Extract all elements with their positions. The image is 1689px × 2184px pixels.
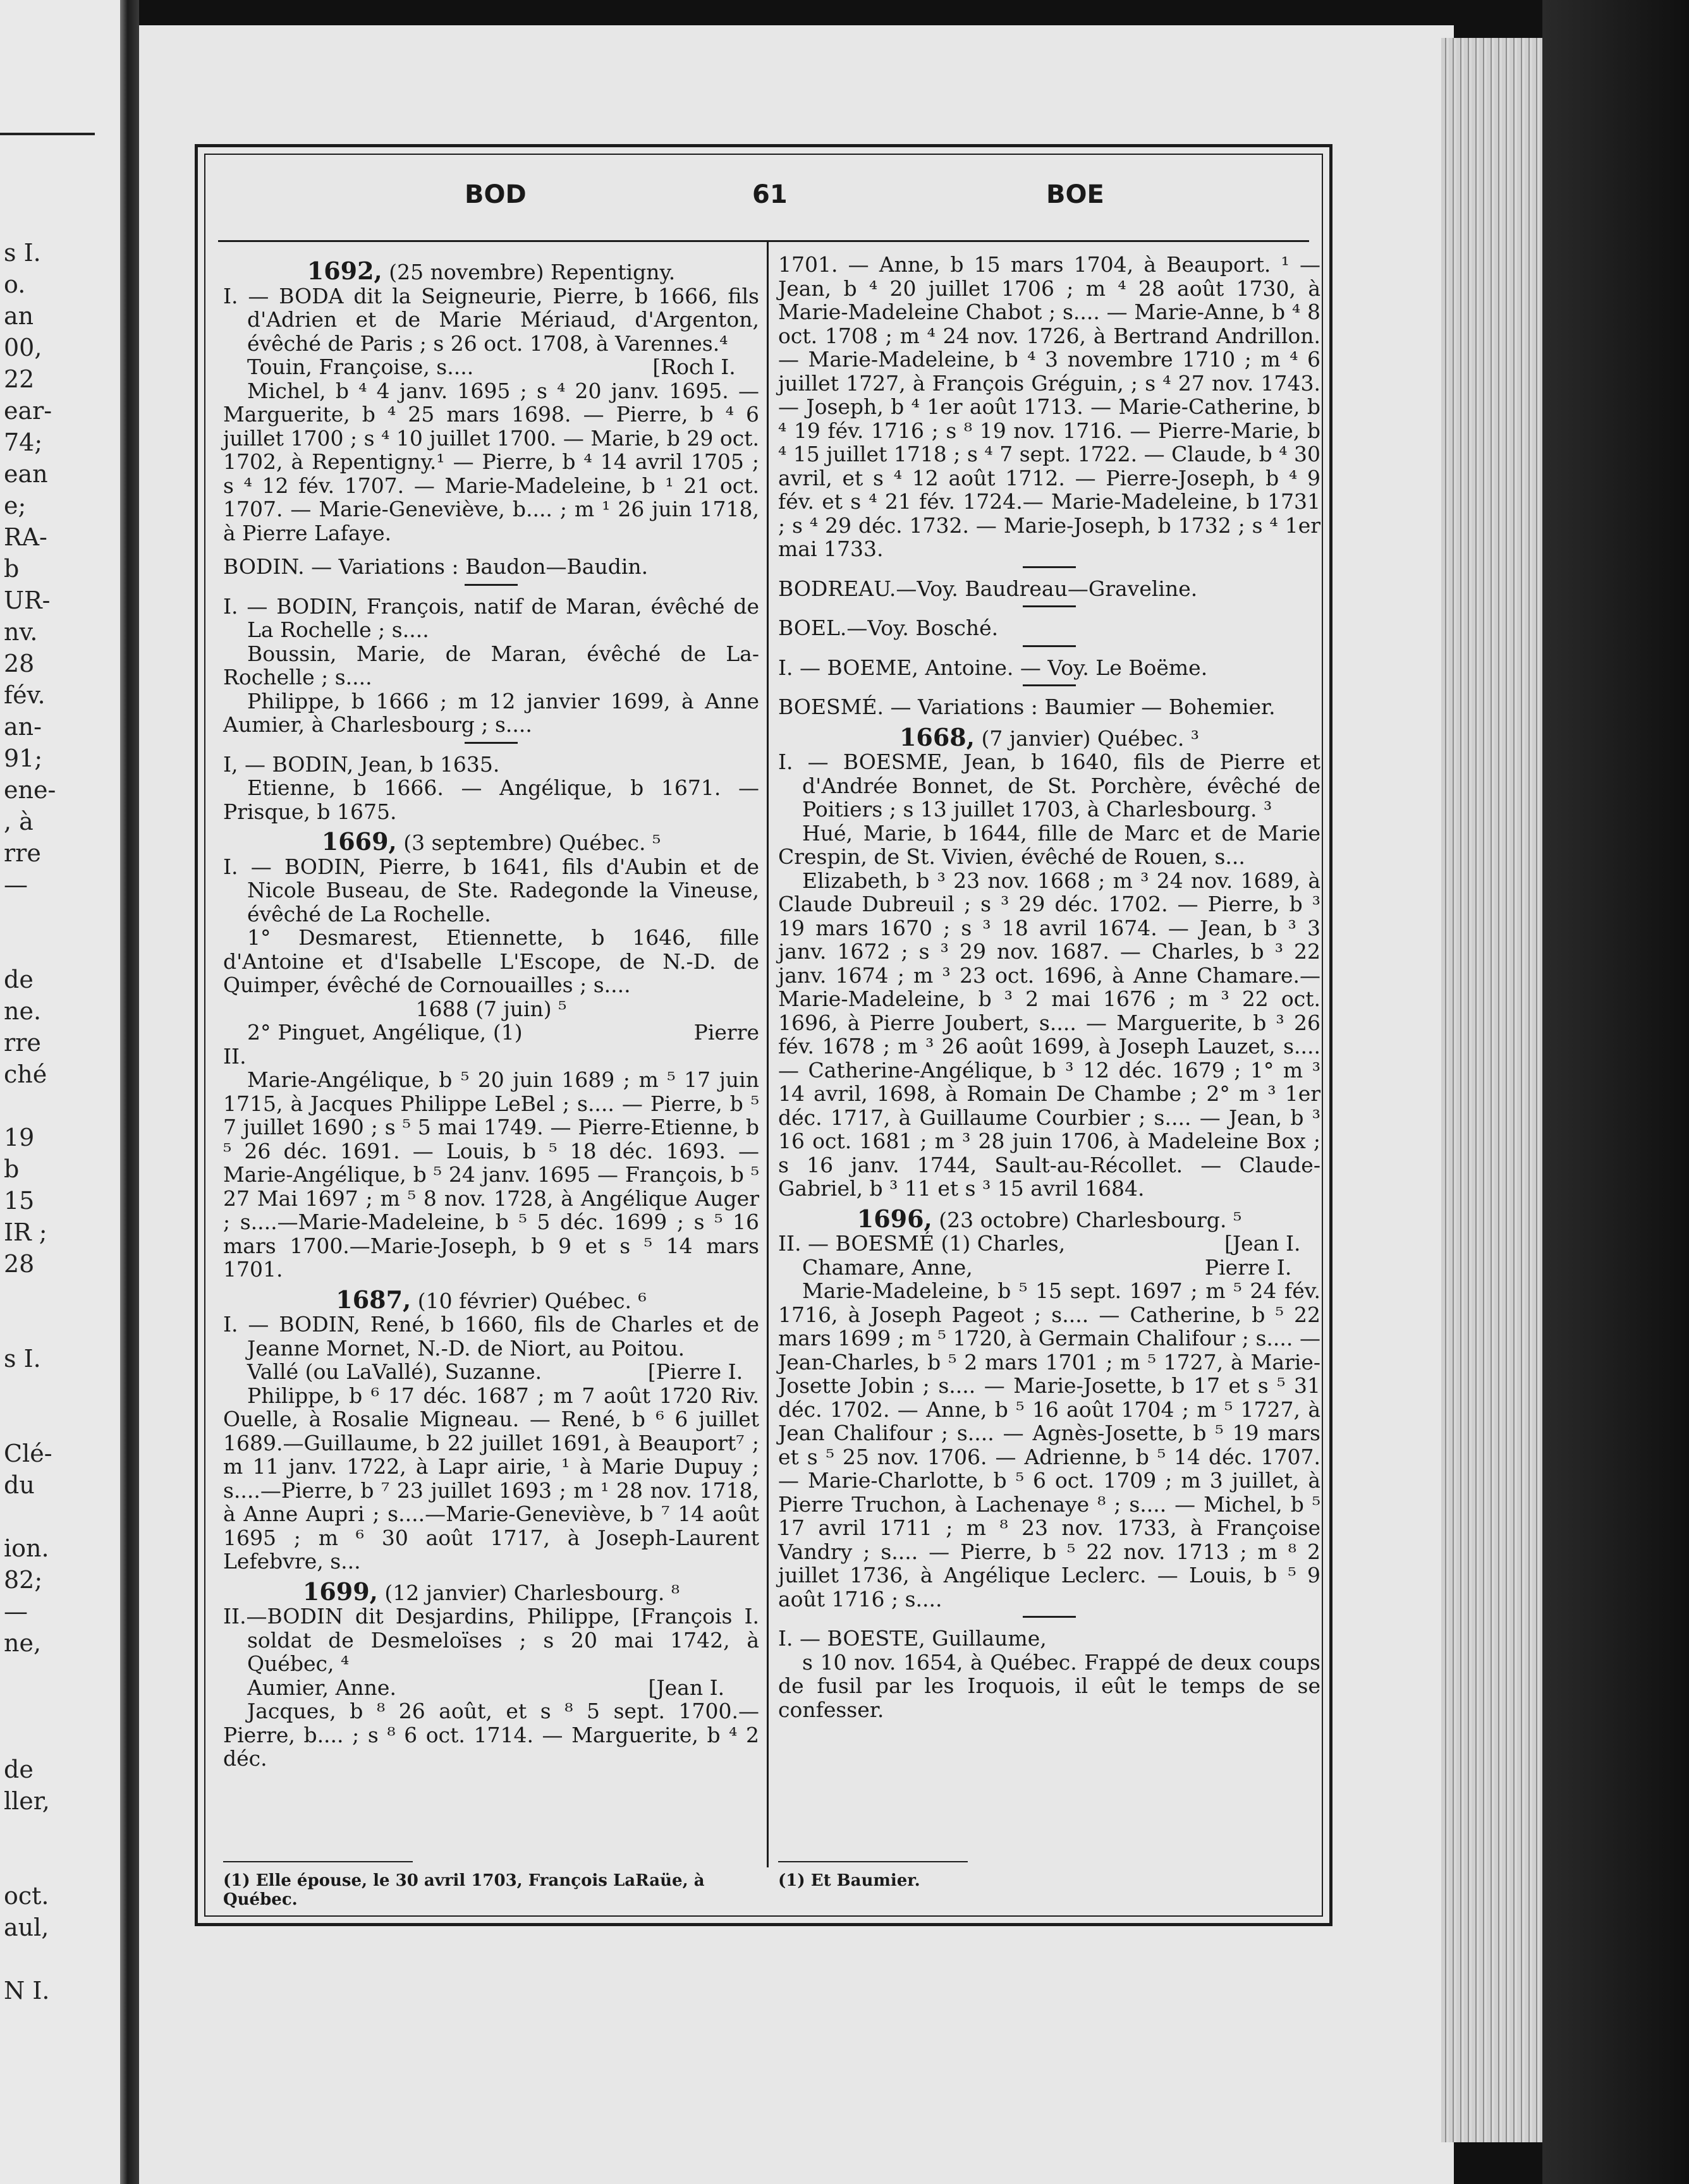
facing-page-text: du	[4, 1471, 35, 1499]
genealogy-entry-head: I. — BOESTE, Guillaume,	[778, 1626, 1047, 1651]
genealogy-entry-text: Michel, b ⁴ 4 janv. 1695 ; s ⁴ 20 janv. 1695. — Marguerite, b ⁴ 25 mars 1698. — Pierre, b ⁴ 6 juillet 1700 ; s ⁴ 10 juillet 1700. — Marie, b 29 oct. 1702, à Repentigny.¹ — Pierre, b ⁴ 14 avril 1705 ; s ⁴ 12 fév. 1707. — Marie-Madeleine, b ¹ 21 oct. 1707. — Marie-Geneviève, b.... ; m ¹ 26 juin 1718, à Pierre Lafaye.	[223, 378, 766, 545]
marriage-heading	[223, 1285, 759, 1314]
facing-page-fragment	[0, 0, 120, 2184]
column-divider	[767, 242, 769, 1867]
facing-page-text: b	[4, 555, 20, 583]
facing-page-text: 74;	[4, 428, 43, 456]
genealogy-entry-head: I. — BODIN, François, natif de Maran, évêché de La Rochelle ; s....	[223, 593, 766, 642]
right-column	[778, 252, 1327, 1722]
footnote-rule	[778, 1861, 968, 1862]
page-edges	[1441, 38, 1542, 2142]
marriage-year: 1687,	[336, 1285, 412, 1314]
marriage-place: (7 janvier) Québec. ³	[974, 725, 1200, 751]
facing-page-text: 82;	[4, 1566, 43, 1594]
genealogy-entry-head: II. — BOESMÉ (1) Charles, [Jean I.	[778, 1231, 1301, 1256]
entry-separator	[1023, 1616, 1076, 1618]
facing-page-text: 22	[4, 365, 35, 393]
facing-page-text: —	[4, 1598, 28, 1625]
entry-line: BOESMÉ. — Variations : Baumier — Bohemier.	[778, 695, 1276, 719]
entry-line: BODIN. — Variations : Baudon—Baudin.	[223, 554, 649, 579]
printed-page-frame	[195, 144, 1332, 1926]
facing-page-text: de	[4, 1756, 34, 1783]
genealogy-entry-text: Chamare, Anne, Pierre I.	[802, 1254, 1292, 1280]
facing-page-text: 28	[4, 1250, 35, 1278]
marriage-heading	[223, 827, 759, 856]
marriage-year: 1668,	[899, 722, 975, 751]
header-rule	[218, 240, 1309, 242]
inner-frame	[204, 154, 1327, 1917]
genealogy-entry-text: Vallé (ou LaVallé), Suzanne. [Pierre I.	[247, 1359, 743, 1384]
facing-page-text: 19	[4, 1124, 35, 1151]
entry-line: I. — BOEME, Antoine. — Voy. Le Boëme.	[778, 655, 1208, 680]
left-column	[223, 253, 766, 1771]
genealogy-entry-text: Touin, Françoise, s.... [Roch I.	[247, 355, 736, 379]
facing-page-text: N I.	[4, 1977, 50, 2005]
marriage-heading	[778, 722, 1320, 751]
facing-page-text: 00,	[4, 334, 42, 361]
facing-page-text: —	[4, 871, 28, 899]
footnote-right-text: (1) Et Baumier.	[778, 1871, 920, 1890]
spacer	[223, 545, 759, 555]
marriage-heading	[778, 1204, 1320, 1233]
entry-line: BOEL.—Voy. Bosché.	[778, 616, 999, 640]
entry-line: 1701. — Anne, b 15 mars 1704, à Beauport. ¹ — Jean, b ⁴ 20 juillet 1706 ; m ⁴ 28 août 1730, à Marie-Madeleine Chabot ; s.... — Marie-Anne, b ⁴ 8 oct. 1708 ; m ⁴ 24 nov. 1726, à Bertrand Andrillon.— Marie-Madeleine, b ⁴ 3 novembre 1710 ; m ⁴ 6 juillet 1727, à François Gréguin, ; s ⁴ 27 nov. 1743. — Joseph, b ⁴ 1er août 1713. — Marie-Catherine, b ⁴ 19 fév. 1716 ; s ⁸ 19 nov. 1716. — Pierre-Marie, b ⁴ 15 juillet 1718 ; s ⁴ 7 sept. 1722. — Claude, b ⁴ 30 avril, et s ⁴ 12 août 1712. — Pierre-Joseph, b ⁴ 9 fév. et s ⁴ 21 fév. 1724.— Marie-Madeleine, b 1731 ; s ⁴ 29 déc. 1732. — Marie-Joseph, b 1732 ; s ⁴ 1er mai 1733.	[778, 252, 1327, 561]
facing-page-text: ller,	[4, 1787, 50, 1815]
entry-separator	[465, 742, 518, 744]
facing-page-text: ne,	[4, 1629, 42, 1657]
footnote-right	[778, 1861, 1320, 1890]
footnote-rule	[223, 1861, 413, 1862]
entry-separator	[465, 584, 518, 586]
genealogy-entry-text: 2° Pinguet, Angélique, (1) Pierre II.	[223, 1020, 766, 1069]
facing-page-text: an	[4, 302, 34, 330]
facing-page-text: s I.	[4, 1345, 41, 1373]
genealogy-entry-text: Jacques, b ⁸ 26 août, et s ⁸ 5 sept. 1700.—Pierre, b.... ; s ⁸ 6 oct. 1714. — Marguerite, b ⁴ 2 déc.	[223, 1699, 766, 1771]
facing-page-text: fév.	[4, 681, 46, 709]
facing-page-text: UR-	[4, 586, 51, 614]
genealogy-entry-text: Philippe, b 1666 ; m 12 janvier 1699, à Anne Aumier, à Charlesbourg ; s....	[223, 688, 766, 737]
facing-page-text: 91;	[4, 744, 43, 772]
genealogy-entry-head: I. — BODIN, Pierre, b 1641, fils d'Aubin et de Nicole Buseau, de Ste. Radegonde la Vineuse, évêché de La Rochelle.	[223, 854, 766, 926]
date-line: 1688 (7 juin) ⁵	[415, 996, 567, 1021]
genealogy-entry-head: I. — BODIN, René, b 1660, fils de Charles et de Jeanne Mornet, N.-D. de Niort, au Poitou.	[223, 1312, 766, 1361]
facing-page-text: oct.	[4, 1882, 49, 1910]
genealogy-entry-text: Marie-Angélique, b ⁵ 20 juin 1689 ; m ⁵ 17 juin 1715, à Jacques Philippe LeBel ; s.... — Pierre, b ⁵ 7 juillet 1690 ; s ⁵ 5 mai 1749. — Pierre-Etienne, b ⁵ 26 déc. 1691. — Louis, b ⁵ 18 déc. 1693. — Marie-Angélique, b ⁵ 24 janv. 1695 — François, b ⁵ 27 Mai 1697 ; m ⁵ 8 nov. 1728, à Angélique Auger ; s....—Marie-Madeleine, b ⁵ 5 déc. 1699 ; s ⁵ 16 mars 1700.—Marie-Joseph, b 9 et s ⁵ 14 mars 1701.	[223, 1067, 766, 1282]
page-number: 61	[752, 180, 788, 209]
genealogy-entry-text: Marie-Madeleine, b ⁵ 15 sept. 1697 ; m ⁵ 24 fév. 1716, à Joseph Pageot ; s.... — Catherine, b ⁵ 22 mars 1699 ; m ⁵ 1720, à Germain Chalifour ; s.... — Jean-Charles, b ⁵ 2 mars 1701 ; m ⁵ 1727, à Marie-Josette Jobin ; s.... — Marie-Josette, b 17 et s ⁵ 31 déc. 1702. — Anne, b ⁵ 16 août 1704 ; m ⁵ 1727, à Jean Chalifour ; s.... — Agnès-Josette, b ⁵ 19 mars et s ⁵ 25 nov. 1706. — Adrienne, b ⁵ 14 déc. 1707. — Marie-Charlotte, b ⁵ 6 oct. 1709 ; m 3 juillet, à Pierre Truchon, à Lachenaye ⁸ ; s.... — Michel, b ⁵ 17 avril 1711 ; m ⁸ 23 nov. 1733, à Françoise Vandry ; s.... — Pierre, b ⁵ 22 nov. 1713 ; m ⁸ 2 juillet 1736, à Angélique Leclerc. — Louis, b ⁵ 9 août 1716 ; s....	[778, 1278, 1327, 1611]
facing-page-text: ear-	[4, 397, 52, 425]
genealogy-entry-text: Philippe, b ⁶ 17 déc. 1687 ; m 7 août 1720 Riv. Ouelle, à Rosalie Migneau. — René, b ⁶ 6 juillet 1689.—Guillaume, b 22 juillet 1691, à Beauport⁷ ; m 11 janv. 1722, à Lapr airie, ¹ à Marie Dupuy ; s....—Pierre, b ⁷ 23 juillet 1693 ; m ¹ 28 nov. 1718, à Anne Aupri ; s....—Marie-Geneviève, b ⁷ 14 août 1695 ; m ⁶ 30 août 1717, à Joseph-Laurent Lefebvre, s...	[223, 1383, 766, 1574]
facing-page-text: s I.	[4, 239, 41, 267]
facing-page-text: nv.	[4, 618, 38, 646]
running-head-right: BOE	[1046, 180, 1104, 209]
genealogy-entry-text: Boussin, Marie, de Maran, évêché de La-Rochelle ; s....	[223, 641, 759, 689]
entry-line: BODREAU.—Voy. Baudreau—Graveline.	[778, 576, 1198, 601]
facing-page-text: IR ;	[4, 1218, 47, 1246]
facing-page-text: o.	[4, 270, 26, 298]
facing-page-text: 28	[4, 650, 35, 677]
facing-page-text: 15	[4, 1187, 35, 1215]
genealogy-entry-text: s 10 nov. 1654, à Québec. Frappé de deux coups de fusil par les Iroquois, il eût le temps de se confesser.	[778, 1649, 1327, 1722]
marriage-place: (23 octobre) Charlesbourg. ⁵	[932, 1207, 1242, 1232]
book-gutter	[120, 0, 139, 2184]
genealogy-entry-text: Hué, Marie, b 1644, fille de Marc et de Marie Crespin, de St. Vivien, évêché de Rouen, s...	[778, 820, 1327, 869]
marriage-year: 1699,	[302, 1577, 378, 1606]
marriage-place: (10 février) Québec. ⁶	[411, 1288, 647, 1313]
genealogy-entry-text: Elizabeth, b ³ 23 nov. 1668 ; m ³ 24 nov. 1689, à Claude Dubreuil ; s ³ 29 déc. 1702. — Pierre, b ³ 19 mars 1670 ; s ³ 18 avril 1674. — Jean, b ³ 3 janv. 1672 ; s ³ 29 nov. 1687. — Charles, b ³ 22 janv. 1674 ; m ³ 23 oct. 1696, à Anne Chamare.— Marie-Madeleine, b ³ 2 mai 1676 ; m ³ 22 oct. 1696, à Pierre Joubert, s.... — Marguerite, b ³ 26 fév. 1678 ; m ³ 26 août 1699, à Joseph Lauzet, s.... — Catherine-Angélique, b ³ 12 déc. 1679 ; 1° m ³ 14 avril, 1698, à Romain De Chambe ; 2° m ³ 1er déc. 1717, à Guillaume Courbier ; s.... — Jean, b ³ 16 oct. 1681 ; m ³ 28 juin 1706, à Madeleine Box ; s 16 janv. 1744, Sault-au-Récollet. — Claude-Gabriel, b ³ 11 et s ³ 15 avril 1684.	[778, 868, 1327, 1201]
facing-page-text: ean	[4, 460, 48, 488]
facing-page-rule	[0, 133, 95, 135]
facing-page-text: , à	[4, 808, 34, 835]
facing-page-text: an-	[4, 713, 42, 741]
facing-page-text: de	[4, 966, 34, 993]
marriage-place: (12 janvier) Charlesbourg. ⁸	[377, 1580, 680, 1605]
genealogy-entry-head: II.—BODIN dit Desjardins, Philippe, [François I. soldat de Desmeloïses ; s 20 mai 1742, à Québec, ⁴	[223, 1604, 766, 1676]
facing-page-text: e;	[4, 492, 27, 519]
facing-page-text: ne.	[4, 997, 42, 1025]
marriage-year: 1669,	[321, 827, 397, 856]
facing-page-text: RA-	[4, 523, 47, 551]
book-cover-board	[1542, 0, 1689, 2184]
entry-separator	[1023, 605, 1076, 607]
marriage-heading	[223, 1577, 759, 1606]
marriage-place: (25 novembre) Repentigny.	[382, 260, 676, 284]
facing-page-text: Clé-	[4, 1440, 52, 1467]
marriage-place: (3 septembre) Québec. ⁵	[396, 830, 661, 855]
footnote-left-text: (1) Elle épouse, le 30 avril 1703, François LaRaüe, à Québec.	[223, 1871, 705, 1909]
marriage-year: 1696,	[857, 1204, 932, 1233]
running-head	[218, 180, 1309, 224]
entry-separator	[1023, 684, 1076, 686]
facing-page-text: rre	[4, 839, 41, 867]
entry-separator	[1023, 566, 1076, 568]
genealogy-entry-text: 1° Desmarest, Etiennette, b 1646, fille d'Antoine et d'Isabelle L'Escope, de N.-D. de Quimper, évêché de Cornouailles ; s....	[223, 925, 766, 997]
genealogy-entry-text: Aumier, Anne. [Jean I.	[247, 1675, 725, 1700]
facing-page-text: b	[4, 1155, 20, 1183]
facing-page-text: ene-	[4, 776, 56, 804]
facing-page-text: aul,	[4, 1914, 49, 1941]
genealogy-entry-head: I. — BOESME, Jean, b 1640, fils de Pierre et d'Andrée Bonnet, de St. Porchère, évêché de Poitiers ; s 13 juillet 1703, à Charlesbourg. ³	[778, 749, 1327, 822]
marriage-year: 1692,	[307, 257, 382, 285]
genealogy-entry-head: I, — BODIN, Jean, b 1635.	[223, 751, 500, 777]
footnote-left	[223, 1861, 759, 1909]
facing-page-text: rre	[4, 1029, 41, 1057]
genealogy-entry-text: Etienne, b 1666. — Angélique, b 1671. — Prisque, b 1675.	[223, 775, 766, 824]
facing-page-text: ché	[4, 1060, 47, 1088]
entry-separator	[1023, 645, 1076, 647]
facing-page-text: ion.	[4, 1534, 49, 1562]
genealogy-entry-head: I. — BODA dit la Seigneurie, Pierre, b 1666, fils d'Adrien et de Marie Mériaud, d'Argenton, évêché de Paris ; s 26 oct. 1708, à Varennes.⁴	[223, 283, 766, 356]
marriage-heading	[223, 259, 759, 284]
running-head-left: BOD	[465, 180, 527, 209]
